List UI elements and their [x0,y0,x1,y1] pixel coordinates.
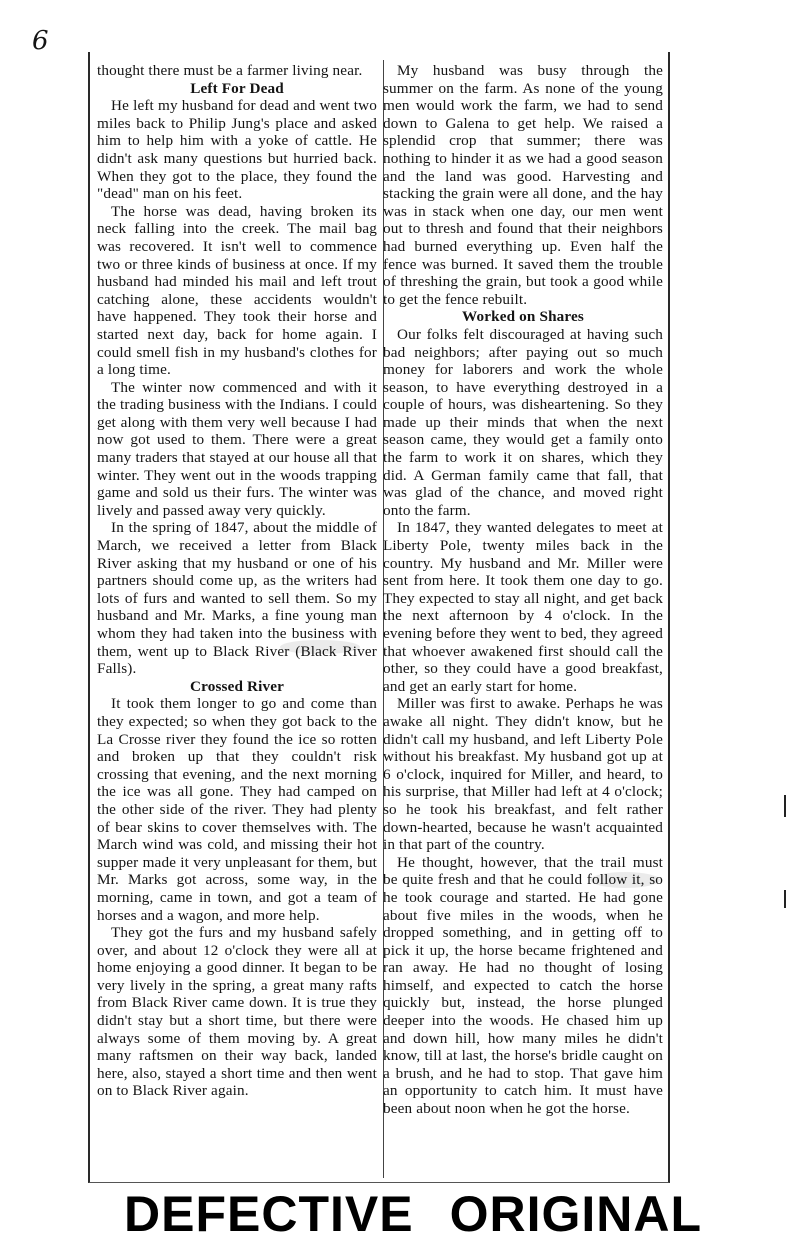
paragraph: Miller was first to awake. Perhaps he was awake all night. They didn't know, but he didn't call my husband, and left Liberty Pole without his breakfast. My husband got up at 6 o'clock, inquired for Miller, and heard, to his surprise, that Miller had left at 4 o'clock; so he took his breakfast, and felt rather down-hearted, because he wasn't acquainted in that part of the country. [383,695,663,854]
subheading-left-for-dead: Left For Dead [190,79,284,97]
scan-edge-mark [784,890,786,908]
paragraph: In 1847, they wanted delegates to meet at Liberty Pole, twenty miles back in the country. My husband and Mr. Miller were sent from here. It took them one day to go. They expected to stay all night, and get back the next afternoon by 4 o'clock. In the evening before they went to bed, they agreed that whoever awakened first should call the other, so they could have a good breakfast, and get an early start for home. [383,519,663,695]
subheading-worked-on-shares: Worked on Shares [462,308,584,326]
paragraph: He thought, however, that the trail must be quite fresh and that he could follow it, so he took courage and started. He had gone about five miles in the woods, when he dropped something, and in getting off to pick it up, the horse became frightened and ran away. He had no thought of losing himself, and expected to catch the horse quickly but, instead, the horse plunged deeper into the woods. He chased him up and down hill, how many miles he didn't know, till at last, the horse's bridle caught on a brush, and he had to stop. That gave him an opportunity to catch him. It must have been about noon when he got the horse. [383,853,663,1118]
paragraph: Our folks felt discouraged at having such bad neighbors; after paying out so much money for laborers and work the whole season, to have everything destroyed in a couple of hours, was disheartening. So they made up their minds that when the next season came, they would get a family onto the farm to work it on shares, which they did. A German family came that fall, that was glad of the chance, and moved right onto the farm. [383,325,663,519]
stamp-word-original: ORIGINAL [449,1186,703,1242]
scan-edge-mark [784,795,786,817]
paragraph: My husband was busy through the summer on the farm. As none of the young men would work the farm, we had to send down to Galena to get help. We raised a splendid crop that summer; there was nothing to hinder it as we had a good season and the land was good. Harvesting and stacking the grain were all done, and the hay was in stack when one day, our men went out to thresh and found that their neighbors had burned everything up. Even half the fence was burned. It saved them the trouble of threshing the grain, but took a good while to get the fence rebuilt. [383,62,663,308]
paragraph: The horse was dead, having broken its neck falling into the creek. The mail bag was recovered. It isn't well to commence two or three kinds of business at once. If my husband had minded his mail and left trout catching alone, these accidents wouldn't have happened. They took their horse and started next day, back for home again. I could smell fish in my husband's clothes for a long time. [97,202,377,379]
paragraph: The winter now commenced and with it the trading business with the Indians. I could get along with them very well because I had now got used to them. There were a great many traders that stayed at our house all that winter. They went out in the woods trapping game and sold us their furs. The winter was lively and passed away very quickly. [97,378,377,519]
page-number: 6 [32,26,49,56]
right-column [383,62,663,1118]
paragraph: They got the furs and my husband safely over, and about 12 o'clock they were all at home enjoying a good dinner. It began to be very lively in the spring, a great many rafts from Black River came down. It is true they didn't stay but a short time, but there were always some of them moving by. A great many raftsmen on their way back, landed here, also, stayed a short time and then went on to Black River again. [97,924,377,1100]
stamp-word-defective: DEFECTIVE [124,1186,414,1242]
print-smudge [590,872,660,888]
print-smudge [280,640,360,654]
subheading-crossed-river: Crossed River [189,677,285,695]
defective-original-stamp [124,1183,704,1245]
paragraph: In the spring of 1847, about the middle of March, we received a letter from Black River asking that my husband or one of his partners should come up, as the writers had lots of furs and wanted to sell them. So my husband and Mr. Marks, a fine young man whom they had taken into the business with them, went up to Black River (Black River Falls). [97,519,377,678]
left-column [97,62,377,1100]
intro-text: thought there must be a farmer living near. [97,62,363,79]
paragraph: It took them longer to go and come than they expected; so when they got back to the La Crosse river they found the ice so rotten and broken up that they couldn't risk crossing that evening, and the next morning the ice was all gone. They had camped on the other side of the river. They had plenty of bear skins to cover themselves with. The March wind was cold, and missing their hot supper made it very unpleasant for them, but Mr. Marks got across, some way, in the morning, came in town, and got a team of horses and a wagon, and more help. [97,695,377,924]
paragraph: He left my husband for dead and went two miles back to Philip Jung's place and asked him to help him with a yoke of cattle. He didn't ask many questions but hurried back. When they got to the place, they found the "dead" man on his feet. [97,97,377,203]
